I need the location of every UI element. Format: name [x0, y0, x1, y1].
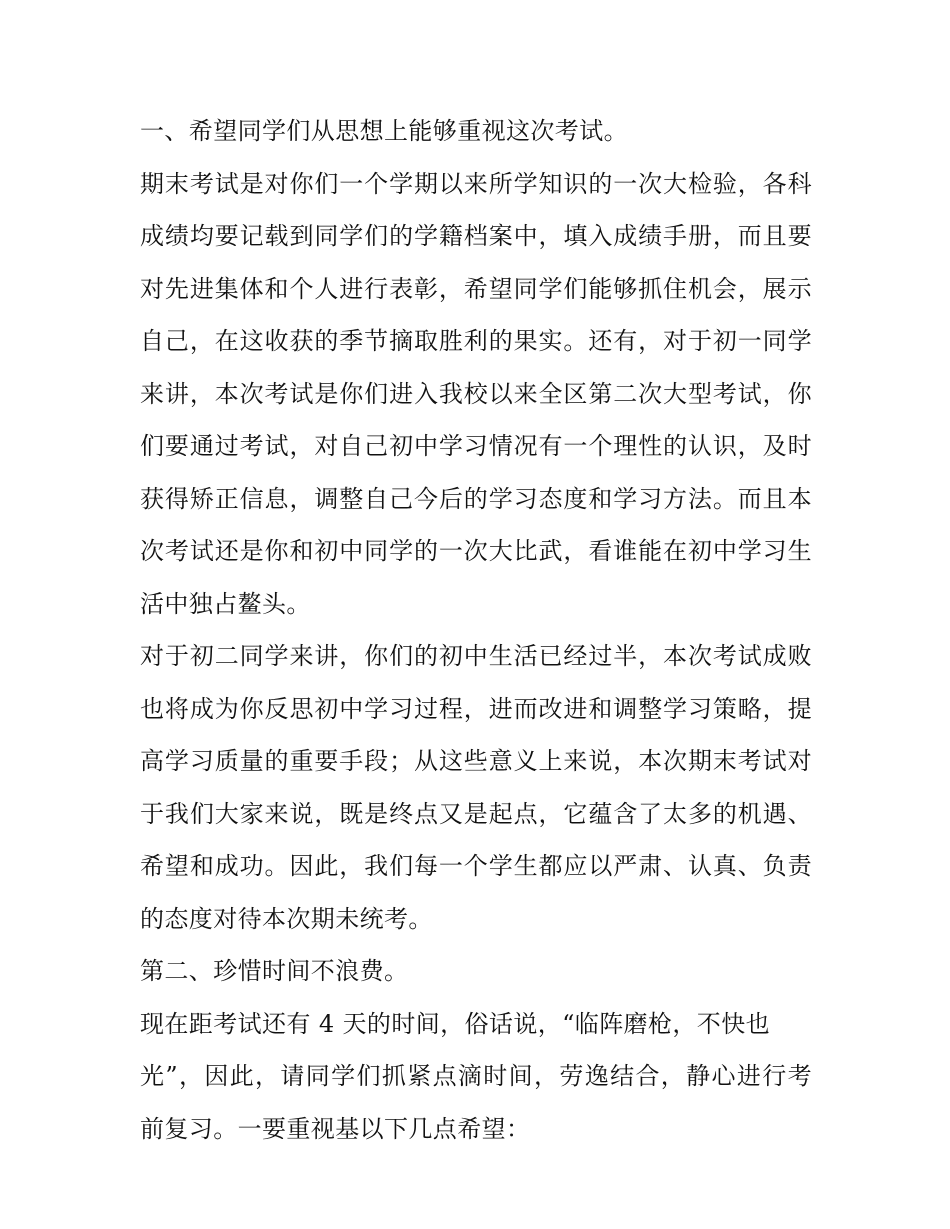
paragraph-line: 光”，因此，请同学们抓紧点滴时间，劳逸结合，静心进行考: [140, 1062, 812, 1090]
heading-section-1: 一、希望同学们从思想上能够重视这次考试。: [140, 117, 628, 145]
paragraph-line: 对先进集体和个人进行表彰，希望同学们能够抓住机会，展示: [140, 274, 812, 303]
paragraph-line: 希望和成功。因此，我们每一个学生都应以严肃、认真、负责: [140, 852, 812, 880]
paragraph-line: 们要通过考试，对自己初中学习情况有一个理性的认识，及时: [140, 432, 812, 460]
paragraph-line: 对于初二同学来讲，你们的初中生活已经过半，本次考试成败: [140, 642, 812, 670]
paragraph-line: 次考试还是你和初中同学的一次大比武，看谁能在初中学习生: [140, 537, 812, 565]
paragraph-line: 前复习。一要重视基以下几点希望：: [140, 1114, 531, 1143]
paragraph-line: 也将成为你反思初中学习过程，进而改进和调整学习策略，提: [140, 694, 812, 723]
paragraph-line: 来讲，本次考试是你们进入我校以来全区第二次大型考试，你: [140, 379, 812, 408]
paragraph-line: 高学习质量的重要手段；从这些意义上来说，本次期末考试对: [140, 747, 812, 775]
paragraph-line: 自己，在这收获的季节摘取胜利的果实。还有，对于初一同学: [140, 327, 812, 355]
document-body: [140, 105, 812, 1155]
paragraph-line: 的态度对待本次期未统考。: [140, 904, 433, 933]
paragraph-line: 于我们大家来说，既是终点又是起点，它蕴含了太多的机遇、: [140, 799, 812, 828]
paragraph-line: 活中独占鳌头。: [140, 589, 311, 618]
paragraph-line: 成绩均要记载到同学们的学籍档案中，填入成绩手册，而且要: [140, 222, 812, 250]
paragraph-line: 期末考试是对你们一个学期以来所学知识的一次大检验，各科: [140, 169, 812, 198]
heading-section-2: 第二、珍惜时间不浪费。: [140, 957, 409, 985]
paragraph-line: 获得矫正信息，调整自己今后的学习态度和学习方法。而且本: [140, 484, 812, 513]
paragraph-line: 现在距考试还有 4 天的时间，俗话说，“临阵磨枪，不快也: [140, 1009, 770, 1038]
